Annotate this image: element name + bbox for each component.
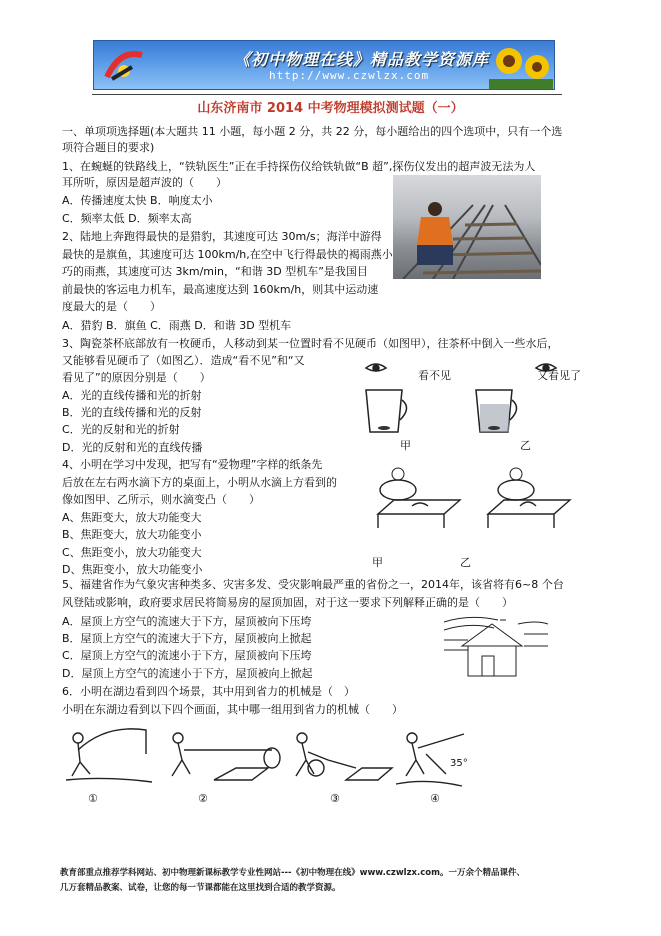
question-stem: 耳所听，原因是超声波的（ ） (62, 176, 227, 189)
footer-line: 教育部重点推荐学科网站、初中物理新课标教学专业性网站---《初中物理在线》www.czwlzx.com。一万余个精品课件、 (60, 868, 525, 878)
option: B．光的直线传播和光的反射 (62, 406, 202, 419)
figure-label: 看不见 (418, 369, 451, 382)
header-divider (92, 94, 562, 95)
footer-line: 几万套精品教案、试卷，让您的每一节课都能在这里找到合适的教学资源。 (60, 883, 341, 893)
option: A．传播速度太快 B．响度太小 (62, 194, 213, 207)
scene-label: ① (88, 792, 98, 805)
section-line: 一、单项项选择题(本大题共 11 小题，每小题 2 分，共 22 分，每小题给出的四个选项中，只有一个选 (62, 125, 563, 138)
question-stem: 风登陆或影响，政府要求居民将简易房的屋顶加固，对于这一要求下列解释正确的是（ ） (62, 596, 513, 609)
figure-caption: 乙 (520, 439, 531, 452)
page-title: 山东济南市 2014 中考物理模拟测试题（一） (197, 101, 464, 116)
house-wind-figure (440, 610, 550, 680)
option: A．光的直线传播和光的折射 (62, 389, 202, 402)
question-stem: 5、福建省作为气象灾害种类多、灾害多发、受灾影响最严重的省份之一，2014年，该省将有6~8 个台 (62, 578, 564, 591)
angle-label: 35° (450, 758, 468, 769)
question-stem: 最快的是旗鱼，其速度可达 100km/h,在空中飞行得最快的褐雨燕小 (62, 248, 393, 261)
option: D．屋顶上方空气的流速小于下方，屋顶被向上掀起 (62, 667, 313, 680)
figure-caption: 甲 (372, 556, 383, 569)
question-stem: 后放在左右两水滴下方的桌面上，小明从水滴上方看到的 (62, 476, 337, 489)
question-stem: 4、小明在学习中发现，把写有“爱物理”字样的纸条先 (62, 458, 323, 471)
question-stem: 巧的雨燕，其速度可达 3km/min，“和谐 3D 型机车”是我国目 (62, 265, 368, 278)
scene-label: ② (198, 792, 208, 805)
scene-label: ③ (330, 792, 340, 805)
eye-icon (366, 364, 556, 371)
railway-photo (393, 175, 541, 279)
header-banner (93, 40, 555, 90)
option: B．屋顶上方空气的流速大于下方，屋顶被向上掀起 (62, 632, 312, 645)
figure-caption: 乙 (460, 556, 471, 569)
option: D．光的反射和光的直线传播 (62, 441, 203, 454)
option: D、焦距变小，放大功能变小 (62, 563, 203, 576)
option: A．屋顶上方空气的流速大于下方，屋顶被向下压垮 (62, 615, 312, 628)
question-stem: 看见了”的原因分别是（ ） (62, 371, 211, 384)
figure-label: 又看见了 (537, 369, 581, 382)
question-stem: 度最大的是（ ） (62, 300, 161, 313)
banner-title: 《初中物理在线》精品教学资源库 (234, 50, 490, 69)
question-stem: 3、陶瓷茶杯底部放有一枚硬币，人移动到某一位置时看不见硬币（如图甲），往茶杯中倒入一些水后， (62, 337, 559, 350)
banner-url[interactable]: http://www.czwlzx.com (269, 69, 430, 82)
option: C．屋顶上方空气的流速小于下方，屋顶被向下压垮 (62, 649, 312, 662)
sunflower-icon (489, 43, 553, 89)
question-stem: 又能够看见硬币了（如图乙）．造成“看不见”和“又 (62, 354, 305, 367)
lever-scenes-figure (66, 724, 466, 804)
option: C、焦距变小，放大功能变大 (62, 546, 202, 559)
option: A、焦距变大，放大功能变大 (62, 511, 202, 524)
question-stem: 前最快的客运电力机车，最高速度达到 160km/h，则其中运动速 (62, 283, 379, 296)
option: B、焦距变大，放大功能变小 (62, 528, 202, 541)
figure-caption: 甲 (400, 439, 411, 452)
logo-icon (102, 47, 152, 83)
question-stem: 2、陆地上奔跑得最快的是猎豹，其速度可达 30m/s；海洋中游得 (62, 230, 382, 243)
water-drop-figure (368, 460, 588, 535)
question-stem: 1、在蜿蜒的铁路线上，“铁轨医生”正在手持探伤仪给铁轨做“B 超”,探伤仪发出的超声波无法为人 (62, 160, 536, 173)
option: C．频率太低 D．频率太高 (62, 212, 192, 225)
question-stem: 6．小明在湖边看到四个场景，其中用到省力的机械是（ ） (62, 685, 355, 698)
option: A．猎豹 B．旗鱼 C．雨燕 D．和谐 3D 型机车 (62, 319, 292, 332)
option: C．光的反射和光的折射 (62, 423, 180, 436)
section-line: 项符合题目的要求) (62, 141, 155, 154)
question-stem: 小明在东湖边看到以下四个画面，其中哪一组用到省力的机械（ ） (62, 703, 403, 716)
question-stem: 像如图甲、乙所示，则水滴变凸（ ） (62, 493, 260, 506)
scene-label: ④ (430, 792, 440, 805)
